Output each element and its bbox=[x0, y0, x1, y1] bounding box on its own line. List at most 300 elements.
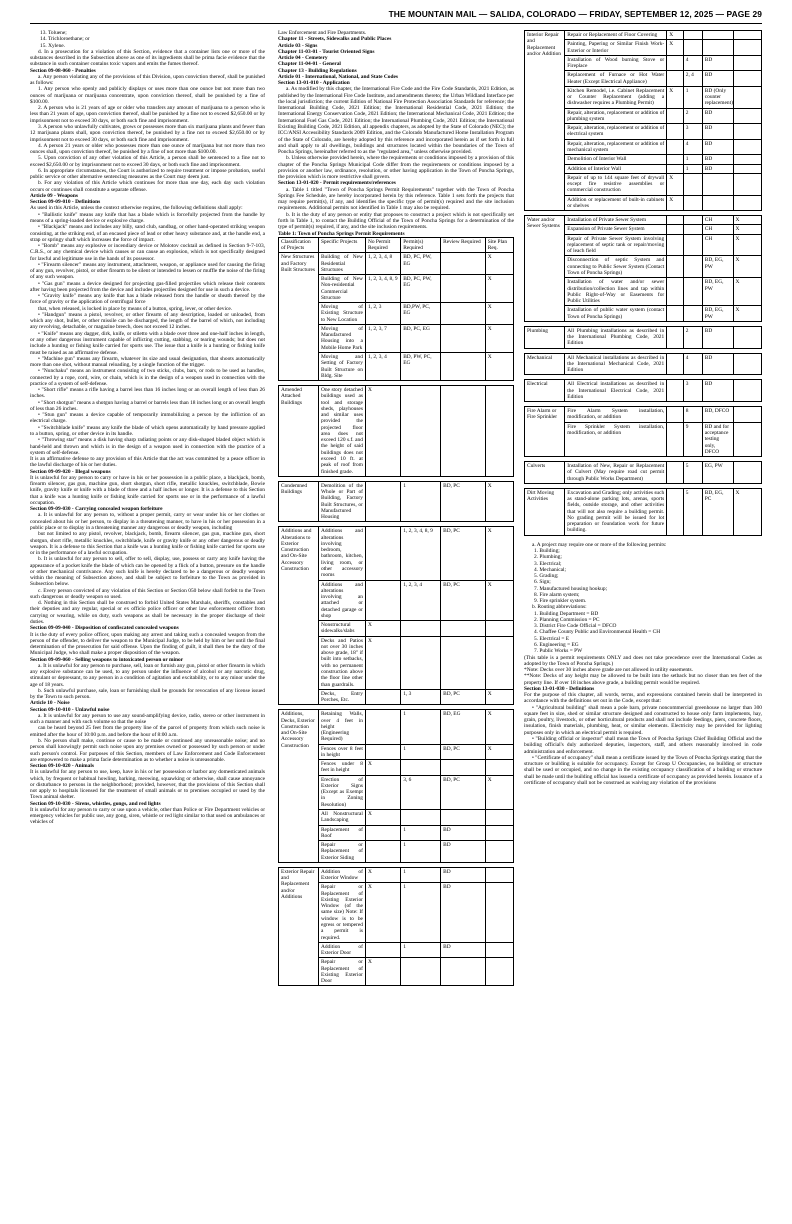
cell-sp: Decks and Patios not over 30 inches above grade, 18" if built into setbacks, with no permanent construction above the floor line other than guardrails. bbox=[318, 636, 365, 689]
paragraph: 5. Grading; bbox=[534, 573, 559, 580]
section-heading: Article 04 - Cemetery bbox=[278, 55, 328, 62]
cell-site bbox=[733, 124, 761, 140]
paragraph: 1. Building Department = BD bbox=[534, 610, 599, 617]
section-heading: Section 09-09-040 - Disposition of confiscated concealed weapons bbox=[30, 625, 179, 632]
paragraph: 2. A person who is 21 years of age or older who transfers any amount of marijuana to a person who is less than 21 years of age, upon conviction thereof, shall be punished by a fine not to exceed $2,650.00 or by imprisonment not to exceed 30 days, or both such fine and imprisonment. bbox=[30, 105, 265, 124]
column-header: Review Required bbox=[441, 237, 486, 253]
cell-pr: 1 bbox=[401, 744, 441, 760]
cell-pr bbox=[683, 256, 702, 278]
cell-sp: Installation of water and/or sewer distribution/collection lines and tap within Public Right-of-Way or Easements for Public Utilities bbox=[565, 278, 667, 306]
masthead: THE MOUNTAIN MAIL — SALIDA, COLORADO — FRIDAY, SEPTEMBER 12, 2025 — PAGE 29 bbox=[30, 4, 762, 24]
cell-site: X bbox=[485, 481, 513, 522]
cell-site: X bbox=[485, 580, 513, 621]
cell-site bbox=[485, 621, 513, 637]
cell-sp: Addition of Interior Wall bbox=[565, 164, 667, 173]
cell-pr bbox=[683, 31, 702, 40]
table-row bbox=[279, 481, 514, 522]
cell-pr: 4 bbox=[683, 139, 702, 155]
cell-pr bbox=[683, 225, 702, 234]
cell-site: X bbox=[733, 488, 761, 535]
project-classification: Electrical bbox=[525, 380, 565, 402]
column-header: Site Plan Req. bbox=[485, 237, 513, 253]
cell-rr bbox=[441, 275, 486, 303]
cell-site: X bbox=[485, 689, 513, 705]
cell-sp: Repair of up to 144 square feet of drywall except fire resistive assemblies or commercial construction bbox=[565, 173, 667, 195]
paragraph: 1. Building; bbox=[534, 548, 560, 554]
table-row bbox=[279, 710, 514, 744]
paragraph: 3. District Fire Code Official = DFCO bbox=[534, 623, 617, 630]
cell-np: 1, 2, 3, 4, 8, 9 bbox=[365, 275, 400, 303]
cell-np bbox=[667, 124, 684, 140]
cell-rr: BD, EG, PW bbox=[702, 278, 733, 306]
section-heading: Article 01 - International, National, and State Codes bbox=[278, 73, 398, 80]
table-row bbox=[525, 31, 762, 40]
cell-sp: Repair, alteration, replacement or addition of electrical system bbox=[565, 124, 667, 140]
cell-rr: BD bbox=[702, 155, 733, 164]
section-heading: Section 09-09-020 - Illegal weapons bbox=[30, 468, 111, 475]
cell-sp: Repair, alteration, replacement or addition of mechanical system bbox=[565, 139, 667, 155]
cell-sp: Addition of Exterior Door bbox=[318, 942, 365, 958]
paragraph: 7. Public Works = PW bbox=[534, 648, 583, 655]
cell-site bbox=[733, 108, 761, 124]
cell-site bbox=[733, 407, 761, 423]
cell-rr bbox=[441, 353, 486, 381]
paragraph: 9. Fire sprinkler system. bbox=[534, 598, 587, 605]
paragraph: • "Building official or inspector" shall mean the Town of Poncha Springs Chief Building Official and the building official's duly authorized deputies, inspectors, staff, and others reasonably involved in code administration and enforcement. bbox=[524, 735, 762, 755]
paragraph: 15. Xylene. bbox=[40, 42, 66, 49]
cell-sp: Erection of Exterior Signs (Except as Exempt in Zoning Resolution) bbox=[318, 775, 365, 809]
cell-site: X bbox=[485, 353, 513, 381]
cell-site bbox=[485, 386, 513, 477]
paragraph: b. It is unlawful for any person to sell, offer to sell, display, use, possess or carry any knife having the appearance of a pocket knife the blade of which can be opened by a flick of a button, pressure on the handle or other mechanical contrivance. Any such knife is hereby declared to be a dangerous or deadly weapon within the meaning of Subsection above, and shall be subject to forfeiture to the Town as provided in Subsection below. bbox=[30, 556, 265, 588]
cell-pr: 2 bbox=[683, 108, 702, 124]
cell-sp: Addition of Exterior Window bbox=[318, 867, 365, 883]
column-header: Specific Projects bbox=[318, 237, 365, 253]
project-classification: Culverts bbox=[525, 462, 565, 484]
cell-rr: BD bbox=[441, 867, 486, 883]
permit-requirements-table bbox=[278, 237, 514, 987]
cell-np bbox=[365, 527, 400, 580]
section-heading: Chapter 11-04-01 - General bbox=[278, 61, 341, 68]
column-header: Permit(s) Required bbox=[401, 237, 441, 253]
cell-np bbox=[667, 353, 684, 375]
cell-site bbox=[733, 422, 761, 456]
paragraph: It is the duty of every police officer, upon making any arrest and taking such a concealed weapon from the person of the offender, to deliver the weapon to the Municipal Judge, to be held by him or her until the final determination of the prosecution for said offense. Upon the finding of guilt, it shall then be the duty of the Municipal Judge, who shall make a proper disposition of the weapon. bbox=[30, 631, 265, 657]
paragraph: b. No person shall make, continue or cause to be made or continued any unreasonable noise; and no person shall knowingly permit such noise upon any premises owned or possessed by such person or under such person's control. For purposes of this Section, members of Law Enforcement and Code Enforcement are empowered to make a prima facie determination as to whether a noise is unreasonable. bbox=[30, 738, 265, 763]
cell-site: X bbox=[733, 225, 761, 234]
paragraph: b. Unless otherwise provided herein, where the requirements or conditions imposed by a provision of this chapter of the Poncha Springs Municipal Code differ from the requirements or conditions imposed by a provision or another law, ordinance, resolution, or other having application in the Town of Poncha Springs, the provision which is more restrictive shall govern. bbox=[278, 155, 514, 181]
cell-sp: Repair or Replacement of Existing Exterior Door bbox=[318, 958, 365, 986]
cell-sp: Additions and alterations involving an attached or detached garage or shop bbox=[318, 580, 365, 621]
cell-rr bbox=[441, 636, 486, 689]
cell-np bbox=[667, 139, 684, 155]
cell-pr: 5 bbox=[683, 462, 702, 484]
paragraph: • "Switchblade knife" means any knife the blade of which opens automatically by hand pressure applied to a button, spring, or other device in its handle. bbox=[30, 424, 265, 437]
table-row bbox=[279, 527, 514, 580]
cell-sp: Kitchen Remodel, i.e. Cabinet Replacement or Counter Replacement (adding a dishwasher requires a Plumbing Permit) bbox=[565, 86, 667, 108]
cell-np: 1, 2, 3 bbox=[365, 303, 400, 325]
cell-site bbox=[485, 867, 513, 883]
cell-rr bbox=[441, 386, 486, 477]
cell-site bbox=[485, 958, 513, 986]
cell-pr: 1 bbox=[401, 942, 441, 958]
cell-np bbox=[667, 306, 684, 322]
paragraph: a. Any person violating any of the provisions of this Division, upon conviction thereof, shall be punished as follows: bbox=[30, 73, 265, 87]
cell-rr bbox=[702, 195, 733, 211]
column-2-text bbox=[278, 30, 514, 237]
cell-rr: BD, EG, PW bbox=[702, 256, 733, 278]
cell-site bbox=[733, 326, 761, 348]
paragraph: • "Agricultural building" shall mean a pole barn, private noncommercial greenhouse no larger than 300 square feet in size, shed or similar structure designed and constructed to house only farm implements, hay, grain, poultry, livestock, or other horticultural products and shall not include feedings, piers, concrete floors, insulation, finish materials, plumbing, heat, or similar elements. Electricity may be provided for lighting purposes only in which an electrical permit is required. bbox=[524, 704, 762, 736]
cell-sp: Moving of Manufactured Housing into a Mobile Home Park bbox=[318, 324, 365, 352]
cell-np bbox=[667, 164, 684, 173]
cell-pr bbox=[401, 810, 441, 826]
paragraph: d. In a prosecution for a violation of this Section, evidence that a container lists one or more of the substances described in the Subsection above as one of its ingredients shall be prima facie evidence that the substance in such container contains toxic vapors and emits the fumes thereof. bbox=[30, 48, 265, 68]
cell-rr: BD, PC bbox=[441, 580, 486, 621]
cell-site: X bbox=[485, 744, 513, 760]
cell-np bbox=[667, 278, 684, 306]
cell-np bbox=[365, 942, 400, 958]
paragraph: b. For any violation of this Article which continues for more than one day, each day such violation occurs or continues shall constitute a separate offense. bbox=[30, 180, 265, 193]
paragraph: b. It is the duty of any person or entity that proposes to construct a project which is not specifically set forth in Table 1, to contact the Building Official of the Town of Poncha Springs for a determination of the type of permit(s) required, if any, and the site inclusion requirements. bbox=[278, 211, 514, 231]
cell-site: X bbox=[733, 306, 761, 322]
cell-np bbox=[667, 256, 684, 278]
cell-pr: 1 bbox=[401, 883, 441, 942]
paragraph: a. As modified by this chapter, the International Fire Code and the Fire Code Standards, 2021 Edition, as published by the International Fire Code Institute, and amendments thereto; the Urban Wildland Interface per the local jurisdiction; the current Edition of National Fire Protection Association Standards for reference; the International Building Code, 2021 Edition; the International Residential Code, 2021 Edition; the International Energy Conservation Code, 2021 Edition; the International Mechanical Code, 2021 Edition; the International Fuel Gas Code, 2021 Edition; the International Plumbing Code, 2021 Edition; the International Existing Building Code, 2021 Edition, all appendix chapters, as adopted by the State of Colorado (NEC); the ICC/ANSI Accessibility Standards 2009 Edition, and the Colorado Manufactured Home Installation Program of the State of Colorado, are hereby adopted by this reference and incorporated herein as if set forth in full and shall apply to all dwellings, buildings and structures located within the boundaries of the Town of Poncha Springs, hereinafter referred to as the "regulated area," unless otherwise provided. bbox=[278, 86, 514, 156]
paragraph: 7. Manufactured housing hookup; bbox=[534, 585, 608, 592]
cell-pr: 4 bbox=[683, 353, 702, 375]
project-classification: Dirt Moving Activities bbox=[525, 488, 565, 535]
paragraph: 3. A person who unlawfully cultivates, grows or possesses more than six marijuana plants and fewer than 12 marijuana plants shall, upon conviction thereof, be punished by a fine not to exceed $2,650.00 or by imprisonment not to exceed 30 days, or both such fine and imprisonment. bbox=[30, 123, 265, 143]
cell-np: 1, 2, 3, 7 bbox=[365, 324, 400, 352]
cell-sp: Disconnection of septic System and connecting to Public Sewer System (Contact Town of Poncha Springs) bbox=[565, 256, 667, 278]
cell-np: X bbox=[365, 621, 400, 637]
cell-site: X bbox=[485, 775, 513, 809]
cell-rr: CH bbox=[702, 234, 733, 256]
paragraph: b. Such unlawful purchase, sale, loan or furnishing shall be grounds for revocation of any license issued by the Town to such person. bbox=[30, 687, 265, 701]
paragraph: • "Stun gun" means a device capable of temporarily immobilizing a person by the infliction of an electrical charge. bbox=[30, 412, 265, 425]
cell-rr: BD bbox=[441, 883, 486, 942]
cell-rr bbox=[441, 303, 486, 325]
section-heading: Section 09-10-030 - Sirens, whistles, gongs, and red lights bbox=[30, 800, 161, 807]
cell-pr: BD, PC, PW, EG bbox=[401, 275, 441, 303]
cell-site bbox=[733, 462, 761, 484]
cell-pr: 1, 2, 3, 4, 8, 9 bbox=[401, 527, 441, 580]
cell-sp: Moving and Setting of Factory Built Structure on Bldg. Site bbox=[318, 353, 365, 381]
cell-np bbox=[667, 108, 684, 124]
cell-np bbox=[667, 422, 684, 456]
cell-pr: 2, 4 bbox=[683, 71, 702, 87]
cell-pr bbox=[401, 636, 441, 689]
project-classification: Exterior Repair and Replacement and/or Additions bbox=[279, 867, 319, 986]
cell-rr bbox=[441, 324, 486, 352]
cell-np bbox=[667, 380, 684, 402]
column-2 bbox=[278, 30, 514, 1212]
cell-rr: BD bbox=[441, 942, 486, 958]
section-heading: Article 03 - Signs bbox=[278, 42, 318, 49]
cell-sp: Repair, alteration, replacement or addition of plumbing system bbox=[565, 108, 667, 124]
cell-rr bbox=[441, 958, 486, 986]
cell-sp: All Mechanical installations as described in the International Mechanical Code, 2021 Edition bbox=[565, 353, 667, 375]
cell-rr bbox=[702, 31, 733, 40]
paragraph: • "Handgun" means a pistol, revolver, or other firearm of any description, loaded or unloaded, from which any shot, bullet, or other missile can be discharged, the length of the barrel of which, not including any revolving, detachable, or magazine breech, does not exceed 12 inches. bbox=[30, 311, 265, 331]
paragraph: 14. Trichloroethane; or bbox=[40, 36, 90, 43]
cell-site bbox=[733, 139, 761, 155]
project-classification: New Structures and Factory Built Structures bbox=[279, 253, 319, 381]
paragraph: but not limited to any pistol, revolver, blackjack, bomb, firearm silencer, gas gun, machine gun, short shotgun, short rifle, metallic knuckles, switchblade, knife or gravity knife or any other dangerous or deadly weapon. It is a defense to this Section that a knife was a hunting knife or fishing knife carried for sports use or in the performance of a lawful occupation. bbox=[30, 531, 265, 557]
cell-site bbox=[733, 86, 761, 108]
cell-site bbox=[733, 173, 761, 195]
section-heading: Section 13-01-010 - Application bbox=[278, 80, 350, 87]
paragraph: It is unlawful for any person to carry or have in his or her possession in a public place, a blackjack, bomb, firearm silencer, gas gun, machine gun, short shotgun, short rifle, metallic knuckles, switchblade, Bowie knife, gravity knife or knife with a blade of three and a half inches or longer. It is a defense to this Section that a knife was a hunting knife or fishing knife carried for sports use or in the performance of a lawful occupation. bbox=[30, 474, 265, 506]
cell-sp: Replacement of Roof bbox=[318, 825, 365, 841]
paragraph: c. Every person convicted of any violation of this Section or Section 050 below shall forfeit to the Town such dangerous or deadly weapon so used. bbox=[30, 587, 265, 600]
paragraph: • "Short shotgun" means a shotgun having a barrel or barrels less than 18 inches long or an overall length of less than 26 inches. bbox=[30, 399, 265, 412]
cell-np: X bbox=[667, 195, 684, 211]
cell-pr: 1, 3 bbox=[401, 689, 441, 705]
cell-np: X bbox=[365, 867, 400, 883]
table-row bbox=[525, 462, 762, 484]
paragraph: 4. A person 21 years or older who possesses more than one ounce of marijuana but not more than two ounces shall, upon conviction thereof, be punished by a fine of not more than $100.00. bbox=[30, 142, 265, 156]
cell-np: X bbox=[365, 810, 400, 826]
section-heading: Section 09-09-010 - Definitions bbox=[30, 199, 101, 206]
cell-sp: Building of New Residential Structures bbox=[318, 253, 365, 275]
cell-site bbox=[485, 825, 513, 841]
section-heading: Section 09-09-060 - Selling weapons to intoxicated person or minor bbox=[30, 656, 184, 663]
cell-np: 1, 2, 3, 4 bbox=[365, 353, 400, 381]
cell-sp: Excavation and Grading; only activities such as stand-alone parking lots, arenas, sports fields, outside storage, and other activities that will not also require a building permit. No grading permit will be issued for lot preparation or foundation work for future building. bbox=[565, 488, 667, 535]
cell-site: X bbox=[733, 216, 761, 225]
cell-site: X bbox=[485, 303, 513, 325]
cell-site bbox=[733, 31, 761, 40]
cell-pr: 8 bbox=[683, 407, 702, 423]
column-3-text bbox=[524, 542, 762, 786]
cell-sp: Repair or Replacement of Floor Covering bbox=[565, 31, 667, 40]
permit-requirements-table-continued bbox=[524, 30, 762, 536]
cell-np bbox=[667, 71, 684, 87]
cell-rr: BD and for acceptance testing only, DFCO bbox=[702, 422, 733, 456]
cell-np: X bbox=[667, 86, 684, 108]
cell-sp: Retaining Walls, over 4 feet in height (Engineering Required) bbox=[318, 710, 365, 744]
cell-rr: BD, EG bbox=[441, 710, 486, 744]
cell-rr: BD (Only counter replacement) bbox=[702, 86, 733, 108]
paragraph: It is unlawful for any person to carry or use upon a vehicle, other than Police or Fire Department vehicles or emergency vehicles for public use, any gong, siren, whistle or red light similar to that used on ambulances or vehicles of bbox=[30, 806, 265, 826]
cell-pr bbox=[683, 306, 702, 322]
cell-pr: 1 bbox=[683, 164, 702, 173]
cell-rr: BD bbox=[702, 139, 733, 155]
cell-sp: Addition or replacement of built-in cabinets or shelves bbox=[565, 195, 667, 211]
cell-pr bbox=[401, 621, 441, 637]
table-row bbox=[525, 488, 762, 535]
cell-site bbox=[733, 353, 761, 375]
cell-np bbox=[365, 744, 400, 760]
cell-site bbox=[485, 760, 513, 776]
table-row bbox=[279, 253, 514, 275]
cell-sp: Demolition of Interior Wall bbox=[565, 155, 667, 164]
paragraph: • "Machine gun" means any firearm, whatever its size and usual designation, that shoots automatically more than one shot, without manual reloading, by a single function of the trigger. bbox=[30, 355, 265, 369]
cell-rr: BD, DFCO bbox=[702, 407, 733, 423]
paragraph: It is an affirmative defense to any provision of this Article that the act was committed by a peace officer in the lawful discharge of his or her duties. bbox=[30, 456, 265, 469]
cell-site: X bbox=[733, 234, 761, 256]
paragraph: As used in this Article, unless the context otherwise requires, the following definitions shall apply: bbox=[30, 205, 243, 212]
project-classification: Additions, Decks, Exterior Construction and On-Site Accessory Construction bbox=[279, 710, 319, 863]
paragraph: (This table is a permit requirements ONLY and does not take precedence over the International Codes as adopted by the Town of Poncha Springs.) bbox=[524, 654, 762, 667]
paragraph: • "Short rifle" means a rifle having a barrel less than 16 inches long or an overall length of less than 26 inches. bbox=[30, 387, 265, 400]
cell-np bbox=[667, 155, 684, 164]
cell-rr: BD, PC bbox=[441, 481, 486, 522]
cell-pr: 1 bbox=[683, 86, 702, 108]
cell-np bbox=[667, 225, 684, 234]
table-row bbox=[525, 407, 762, 423]
project-classification: Fire Alarm or Fire Sprinkler bbox=[525, 407, 565, 457]
cell-pr bbox=[683, 216, 702, 225]
cell-site bbox=[733, 164, 761, 173]
cell-sp: Installation of Wood burning Stove or Fireplace bbox=[565, 55, 667, 71]
cell-sp: Expansion of Private Sewer System bbox=[565, 225, 667, 234]
cell-sp: Repair or Replacement of Exterior Siding bbox=[318, 841, 365, 863]
table-row bbox=[279, 867, 514, 883]
cell-pr: 3 bbox=[683, 124, 702, 140]
cell-site bbox=[733, 380, 761, 402]
cell-np bbox=[667, 216, 684, 225]
paragraph: • "Knife" means any dagger, dirk, knife, or stiletto with a blade over three and one-half inches in length, or any other dangerous instrument capable of inflicting cutting, stabbing, or tearing wounds; but does not include a hunting or fishing knife carried for sports use. The issue that a knife is a hunting or fishing knife must be raised as an affirmative defense. bbox=[30, 330, 265, 356]
cell-pr: 5 bbox=[683, 488, 702, 535]
table-row bbox=[525, 326, 762, 348]
cell-rr bbox=[441, 760, 486, 776]
cell-np: X bbox=[667, 31, 684, 40]
table-row bbox=[525, 216, 762, 225]
cell-sp: Replacement of Furnace or Hot Water Heater (Except Electrical Appliance) bbox=[565, 71, 667, 87]
cell-sp: Building of New Non-residential Commercial Structure bbox=[318, 275, 365, 303]
section-heading: Article 10 - Noise bbox=[30, 700, 70, 707]
column-3 bbox=[524, 30, 762, 1212]
cell-pr: 3 bbox=[683, 380, 702, 402]
cell-rr: BD, PC bbox=[441, 527, 486, 580]
cell-pr bbox=[683, 40, 702, 56]
paragraph: It is unlawful for any person to use, keep, have in his or her possession or harbor any domesticated animals which, by frequent or habitual howling, barking, meowing, squawking or otherwise, shall cause annoyance or disturbance to persons in the neighborhood; provided, however, that the provisions of this Section shall not apply to hospitals licensed for the treatment of small animals or to premises occupied or used by the Town animal shelter. bbox=[30, 769, 265, 801]
cell-site bbox=[485, 841, 513, 863]
cell-rr bbox=[441, 810, 486, 826]
cell-pr: 9 bbox=[683, 422, 702, 456]
cell-rr bbox=[441, 253, 486, 275]
cell-sp: Fences under 8 feet in height bbox=[318, 760, 365, 776]
cell-rr: BD bbox=[702, 55, 733, 71]
cell-pr: BD,PW, PC, EG bbox=[401, 303, 441, 325]
cell-pr bbox=[401, 760, 441, 776]
cell-np: 1, 2, 3, 4, 8 bbox=[365, 253, 400, 275]
section-heading: Section 09-10-010 - Unlawful noise bbox=[30, 706, 110, 713]
cell-np bbox=[667, 462, 684, 484]
paragraph: 4. Chaffee County Public and Environmental Health = CH bbox=[534, 629, 661, 636]
cell-rr: BD bbox=[702, 380, 733, 402]
cell-rr: CH bbox=[702, 216, 733, 225]
paragraph: **Note: Decks of any height may be allowed to be built into the setback but no closer than ten feet of the property line. If over 18 inches above grade, a building permit would be required. bbox=[524, 673, 762, 686]
cell-np bbox=[365, 481, 400, 522]
paragraph: • "Ballistic knife" means any knife that has a blade which is forcefully projected from the handle by means of a spring-loaded device or explosive charge. bbox=[30, 211, 265, 224]
cell-pr: 1 bbox=[401, 867, 441, 883]
cell-pr: BD, PC, PW, EG bbox=[401, 253, 441, 275]
paragraph: • "Gravity knife" means any knife that has a blade released from the handle or sheath thereof by the force of gravity or the application of centrifugal force bbox=[30, 293, 265, 306]
section-heading: Chapter 11-03-01 - Tourist Oriented Signs bbox=[278, 48, 375, 55]
project-classification: Additions and Alterations to Exterior Construction and On-Site Accessory Construction bbox=[279, 527, 319, 705]
column-header: Classification of Projects bbox=[279, 237, 319, 253]
paragraph: 1. Any person who openly and publicly displays or uses more than one ounce but not more than two ounces of marijuana or marijuana concentrate, upon conviction thereof, shall be punished by a fine of $100.00. bbox=[30, 86, 265, 105]
cell-site bbox=[733, 195, 761, 211]
cell-sp: Moving of Existing Structure to New Location bbox=[318, 303, 365, 325]
paragraph: a. It is unlawful for any person to purchase, sell, loan or furnish any gun, pistol or other firearm in which any explosive substance can be used, to any person under the influence of alcohol or any narcotic drug, stimulant or depressant, to any person in a condition of agitation and excitability, or to any minor under the age of 18 years. bbox=[30, 662, 265, 688]
paragraph: 8. Fire alarm system; bbox=[534, 591, 580, 598]
section-heading: Chapter 13 - Building Regulations bbox=[278, 67, 357, 74]
cell-site bbox=[485, 636, 513, 689]
paragraph: 13. Toluene; bbox=[40, 30, 67, 36]
cell-pr: 1 bbox=[401, 825, 441, 841]
paragraph: For the purpose of this chapter, all words, terms, and expressions contained herein shall be interpreted in accordance with the definitions set out in the Code, except that: bbox=[524, 692, 762, 705]
cell-np bbox=[365, 580, 400, 621]
paragraph: a. It is unlawful for any person to use any sound-amplifying device, radio, stereo or other instrument in such a manner and with such volume so that the noise bbox=[30, 712, 265, 726]
paragraph: 4. Mechanical; bbox=[534, 566, 567, 573]
cell-site bbox=[733, 71, 761, 87]
cell-sp: Fences over 8 feet in height bbox=[318, 744, 365, 760]
cell-np: X bbox=[365, 958, 400, 986]
cell-pr bbox=[401, 958, 441, 986]
paragraph: • "Gas gun" means a device designed for projecting gas-filled projectiles which release their contents after having been projected from the device and includes projectiles designed for use in such a device. bbox=[30, 280, 265, 293]
cell-rr: BD bbox=[441, 841, 486, 863]
cell-sp: Additions and alterations involving bedroom, bathroom, kitchen, living room, or other accessory rooms bbox=[318, 527, 365, 580]
paragraph: d. Nothing in this Section shall be construed to forbid United States Marshals, sheriffs, constables and their deputies and any regular, special or ex officio police officer or other law enforcement officer from carrying or wearing, while on duty, such weapons as shall be necessary in the proper discharge of their duties. bbox=[30, 600, 265, 625]
cell-pr bbox=[683, 234, 702, 256]
column-header: No Permit Required bbox=[365, 237, 400, 253]
section-heading: Section 09-10-020 - Animals bbox=[30, 763, 94, 770]
paragraph: • "Throwing star" means a disk having sharp radiating points or any disk-shaped bladed object which is hand-held and thrown and which is in the design of a weapon used in connection with the practice of a system of self-defense. bbox=[30, 437, 265, 456]
cell-site: X bbox=[485, 275, 513, 303]
paragraph: 6. Engineering = EG bbox=[534, 641, 579, 648]
cell-rr: BD, PC bbox=[441, 689, 486, 705]
cell-site: X bbox=[485, 324, 513, 352]
cell-rr: BD bbox=[441, 825, 486, 841]
cell-np bbox=[667, 234, 684, 256]
cell-site: X bbox=[485, 253, 513, 275]
cell-rr: BD bbox=[702, 124, 733, 140]
cell-sp: All Plumbing installations as described in the International Plumbing Code, 2021 Edition bbox=[565, 326, 667, 348]
cell-np bbox=[365, 689, 400, 705]
paragraph: Law Enforcement and Fire Departments. bbox=[278, 30, 367, 36]
section-heading: Section 13-01-030 - Definitions bbox=[524, 685, 595, 692]
cell-np bbox=[667, 488, 684, 535]
cell-rr: EG, PW bbox=[702, 462, 733, 484]
paragraph: *Note: Decks over 30 inches above grade are not allowed in utility easements. bbox=[524, 667, 694, 674]
cell-np: X bbox=[667, 173, 684, 195]
table-row bbox=[525, 353, 762, 375]
cell-site bbox=[485, 942, 513, 958]
cell-rr: BD, PC bbox=[441, 744, 486, 760]
cell-sp: Decks, Entry Porches, Etc. bbox=[318, 689, 365, 705]
cell-pr: BD, PC, EG bbox=[401, 324, 441, 352]
cell-rr: BD bbox=[702, 326, 733, 348]
cell-site: X bbox=[485, 527, 513, 580]
cell-rr: CH bbox=[702, 225, 733, 234]
cell-site: X bbox=[733, 278, 761, 306]
cell-sp: Installation of New, Repair or Replacement of Culvert (May require road cut permit through Public Works Department) bbox=[565, 462, 667, 484]
cell-sp: All Electrical installations as described in the International Electrical Code, 2021 Edition bbox=[565, 380, 667, 402]
cell-pr: 2 bbox=[683, 326, 702, 348]
cell-sp: Installation of public water system (contact Town of Poncha Springs) bbox=[565, 306, 667, 322]
cell-rr: BD, EG, PC bbox=[702, 488, 733, 535]
section-heading: Section 09-09-030 - Carrying concealed weapon forfeiture bbox=[30, 506, 163, 513]
cell-sp: All Nonstructural Landscaping bbox=[318, 810, 365, 826]
paragraph: 2. Planning Commission = PC bbox=[534, 616, 600, 623]
cell-np bbox=[365, 775, 400, 809]
paragraph: 5. Electrical = E bbox=[534, 635, 570, 642]
